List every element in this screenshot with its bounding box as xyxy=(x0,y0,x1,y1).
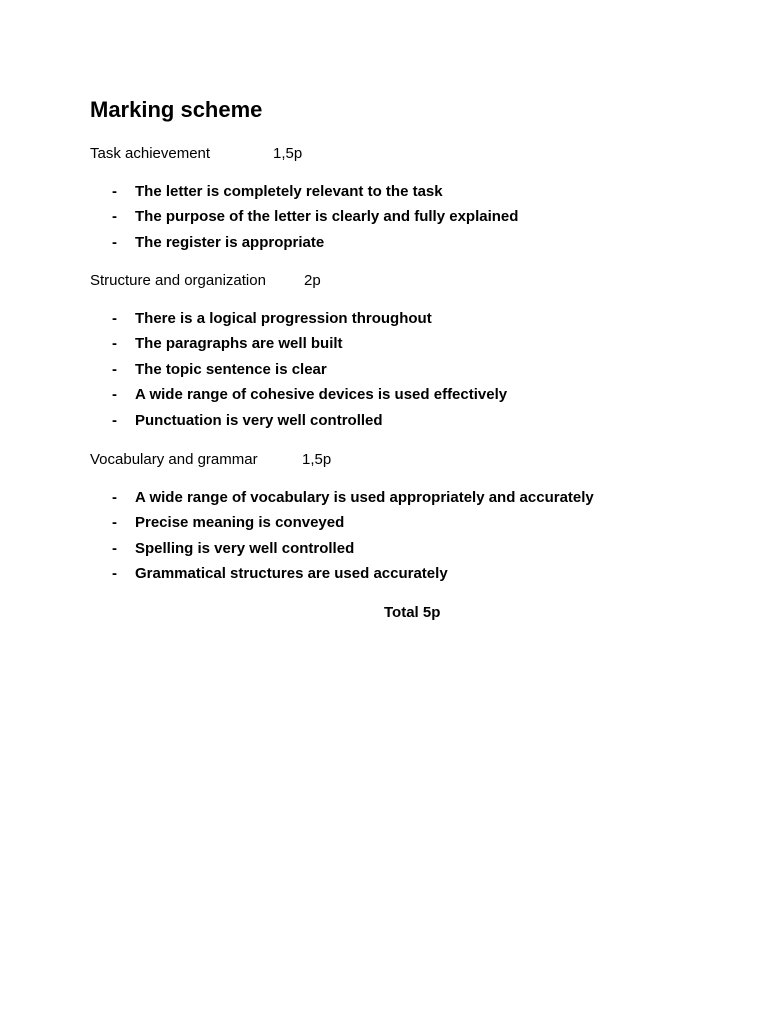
criterion-text: Spelling is very well controlled xyxy=(135,539,355,557)
criterion-text: Punctuation is very well controlled xyxy=(135,411,383,429)
criterion-text: Precise meaning is conveyed xyxy=(135,514,345,532)
criterion-text: The letter is completely relevant to the task xyxy=(135,183,443,200)
criterion-text: Grammatical structures are used accurately xyxy=(135,565,448,583)
section-name: Structure and organization xyxy=(90,272,266,289)
dash-bullet: - xyxy=(112,310,117,327)
criterion-text: A wide range of cohesive devices is used effectively xyxy=(135,386,508,404)
dash-bullet: - xyxy=(112,233,117,251)
section-points: 2p xyxy=(304,272,321,289)
section-name: Vocabulary and grammar xyxy=(90,451,258,468)
section-points: 1,5p xyxy=(273,145,303,162)
total-score: Total 5p xyxy=(384,604,441,621)
criterion-text: There is a logical progression throughout xyxy=(135,310,432,327)
dash-bullet: - xyxy=(112,539,117,557)
criterion-text: A wide range of vocabulary is used appropriately and accurately xyxy=(135,489,594,506)
section-name: Task achievement xyxy=(90,145,211,162)
dash-bullet: - xyxy=(112,208,117,226)
page-title: Marking scheme xyxy=(90,97,263,122)
dash-bullet: - xyxy=(112,386,117,404)
section-points: 1,5p xyxy=(302,451,332,468)
dash-bullet: - xyxy=(112,489,117,506)
criterion-text: The topic sentence is clear xyxy=(135,360,327,378)
dash-bullet: - xyxy=(112,335,117,353)
dash-bullet: - xyxy=(112,565,117,583)
dash-bullet: - xyxy=(112,514,117,532)
dash-bullet: - xyxy=(112,360,117,378)
dash-bullet: - xyxy=(112,183,117,200)
criterion-text: The purpose of the letter is clearly and fully explained xyxy=(135,208,519,226)
criterion-text: The paragraphs are well built xyxy=(135,335,343,353)
criterion-text: The register is appropriate xyxy=(135,233,325,251)
dash-bullet: - xyxy=(112,411,117,429)
